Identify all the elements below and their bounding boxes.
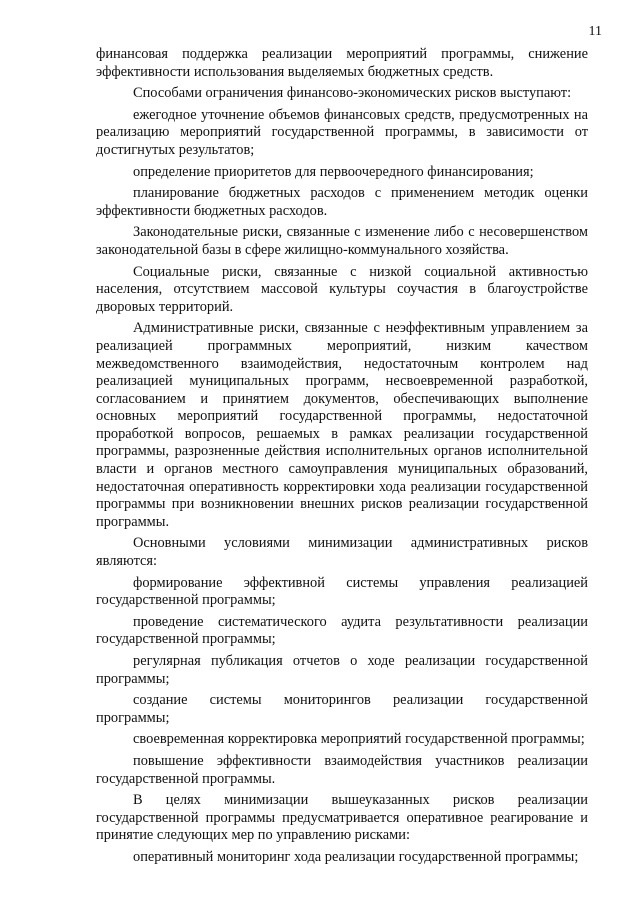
paragraph: Способами ограничения финансово-экономических рисков выступают: <box>133 85 572 102</box>
paragraph: Законодательные риски, связанные с изменение либо с несовершенством законодательной базы в сфере жилищно-коммунального хозяйства. <box>96 224 588 258</box>
paragraph: планирование бюджетных расходов с применением методик оценки эффективности бюджетных расходов. <box>96 185 588 219</box>
paragraph: регулярная публикация отчетов о ходе реализации государственной программы; <box>96 653 588 687</box>
paragraph: определение приоритетов для первоочередного финансирования; <box>133 163 534 180</box>
paragraph: ежегодное уточнение объемов финансовых средств, предусмотренных на реализацию мероприятий государственной программы, в зависимости от достигнутых результатов; <box>96 106 588 158</box>
paragraph: Административные риски, связанные с неэффективным управлением за реализацией программных мероприятий, низким качеством межведомственного взаимодействия, недостаточным контролем над реализацией муниципальных программ, несвоевременной разработкой, согласованием и принятием документов, обеспечивающих выполнение основных мероприятий государственной программы, недостаточной проработкой вопросов, решаемых в рамках реализации государственной программы, разрозненные действия исполнительных органов исполнительной власти и органов местного самоуправления муниципальных образований, недостаточная оперативность корректировки хода реализации государственной программы при возникновении внешних рисков реализации государственной программы. <box>96 320 588 530</box>
paragraph: Основными условиями минимизации административных рисков являются: <box>96 535 588 570</box>
paragraph: своевременная корректировка мероприятий государственной программы; <box>133 731 585 748</box>
paragraph: повышение эффективности взаимодействия участников реализации государственной программы. <box>96 752 588 787</box>
page-number: 11 <box>588 24 602 39</box>
paragraph: оперативный мониторинг хода реализации государственной программы; <box>133 848 579 865</box>
paragraph: Социальные риски, связанные с низкой социальной активностью населения, отсутствием массовой культуры соучастия в благоустройстве дворовых территорий. <box>96 263 588 315</box>
paragraph: проведение систематического аудита результативности реализации государственной программы; <box>96 613 588 648</box>
paragraph: создание системы мониторингов реализации государственной программы; <box>96 692 588 726</box>
paragraph: В целях минимизации вышеуказанных рисков реализации государственной программы предусматривается оперативное реагирование и принятие следующих мер по управлению рисками: <box>96 792 588 844</box>
paragraph: финансовая поддержка реализации мероприятий программы, снижение эффективности использования выделяемых бюджетных средств. <box>96 46 588 80</box>
document-body <box>96 46 588 867</box>
paragraph: формирование эффективной системы управления реализацией государственной программы; <box>96 574 588 609</box>
